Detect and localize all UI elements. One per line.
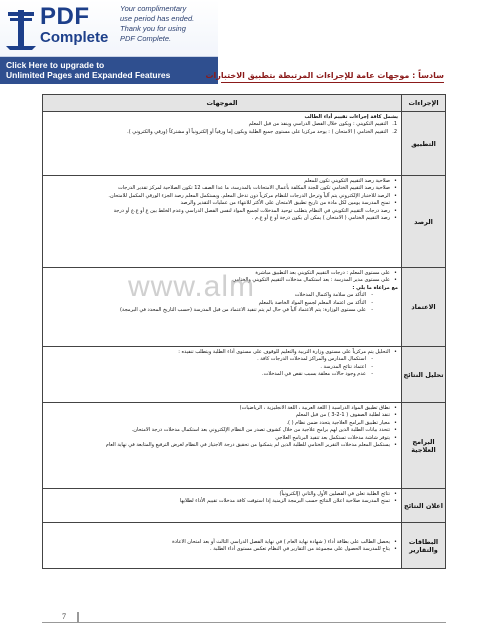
- analysis-list: [46, 349, 398, 356]
- table-header-row: [43, 95, 446, 112]
- upgrade-link-line[interactable]: Unlimited Pages and Expanded Features: [6, 70, 171, 80]
- list-item: • على مستوى مدير المدرسة : بعد استكمال مدخلات التقييم التكويني والختامي: [46, 277, 398, 284]
- row-label-apply: التطبيق: [402, 112, 446, 176]
- list-item: • يتوفر شاشة مدخلات تستكمل بعد تنفيذ البرنامج العلاجي: [46, 435, 398, 442]
- row-content-monitor: [43, 176, 402, 268]
- row-label-remedial: البرامج العلاجية: [402, 403, 446, 489]
- row-content-cards: [43, 523, 402, 569]
- list-item: • رصد التقييم الختامي ( الامتحان ) يمكن أن يكون درجة أو غ أو غ.م .: [46, 215, 398, 222]
- announce-list: [46, 491, 398, 506]
- watermark: www.alm: [128, 270, 256, 303]
- approve-note-lead: مع مراعاة ما يلي :: [352, 284, 398, 291]
- pdf-logo-word: PDF: [40, 3, 90, 30]
- list-item: - استكمال المدارس والمراكز لمدخلات الدرجات كافة .: [46, 356, 382, 363]
- list-item: [46, 129, 398, 136]
- table-row: [43, 403, 446, 489]
- list-item: - التأكد من سلامة واكتمال المدخلات: [46, 292, 382, 299]
- list-item: • نتائج الطلبة تعلن في الفصلين الأول والثاني (إلكترونياً): [46, 491, 398, 498]
- pdf-banner-top: [0, 0, 218, 57]
- list-number: 2.: [392, 128, 397, 135]
- row-label-monitor: الرصد: [402, 176, 446, 268]
- list-item: - التأكد من اعتماد المعلم لجميع المواد الخاصة بالمعلم: [46, 300, 382, 307]
- list-item: • تنفذ لطلبة الصفوف ( 1-2-3 ) من قبل المعلم: [46, 412, 398, 419]
- list-item: [46, 121, 398, 128]
- list-item: • على مستوى المعلم : درجات التقييم التكويني بعد التطبيق مباشرة: [46, 270, 398, 277]
- apply-lead: يشمل كافة إجراءات تقييم أداء الطالب: [304, 114, 398, 120]
- list-item: • تتحدد بيانات الطلبة الذين لهم برامج علاجية من خلال كشوف تصدر من النظام الإلكتروني بعد استكمال مدخلات درجة الامتحان.: [46, 427, 398, 434]
- footer-separator: [77, 612, 79, 622]
- upgrade-link-line[interactable]: Click Here to upgrade to: [6, 60, 105, 70]
- row-content-apply: [43, 112, 402, 176]
- table-row: [43, 176, 446, 268]
- list-item: - عدم وجود حالات معلقة بسبب نقص في المدخلات.: [46, 371, 382, 378]
- list-item: • رصد درجات التقييم التكويني في النظام يتطلب توحيد المدخلات لجميع المواد لنفس الفصل الدراسي وعدم الخلط بين غ أو غ.ع أو درجة: [46, 208, 398, 215]
- guidelines-table: [42, 94, 446, 569]
- list-item: • يتاح للمدرسة الحصول على مجموعة من التقارير في النظام تعكس مستوى أداء الطلبة .: [46, 546, 398, 553]
- list-number: 1.: [392, 121, 397, 128]
- pdf-message-line: use period has ended.: [120, 14, 195, 23]
- list-item: • تمنح المدرسة يومين لكل مادة من تاريخ تطبيق الامتحان على الأكثر للانتهاء من عمليات التقدير والرصد: [46, 200, 398, 207]
- table-row: [43, 347, 446, 403]
- remedial-list: [46, 405, 398, 449]
- page-number: 7: [62, 612, 66, 621]
- list-item: • نطاق تطبيق المواد الدراسية ( اللغة العربية ، اللغة الانجليزية ، الرياضيات): [46, 405, 398, 412]
- row-content-analysis: [43, 347, 402, 403]
- list-item: • تمنح المدرسة صلاحية اعلان النتائج حسب البرمجة الزمنية إذا استوفت كافة مدخلات تقييم الأداء لطلابها: [46, 498, 398, 505]
- list-item: • صلاحية رصد التقييم التكويني تكون للمعلم: [46, 178, 398, 185]
- row-label-announce: اعلان النتائج: [402, 489, 446, 523]
- pdf-logo-complete: Complete: [40, 29, 109, 46]
- list-text: التقييم الختامي ( الامتحان ) : يوحد مركزيا على مستوى جميع الطلبة ويكون إما ورقياً أو إلكترونياً أو مشتركاً (ورقي والكتروني ).: [127, 128, 388, 135]
- row-label-analysis: تحليل النتائج: [402, 347, 446, 403]
- pdf-logo-icon: [4, 6, 38, 52]
- analysis-sublist: [46, 356, 398, 378]
- table-row: [43, 112, 446, 176]
- table-row: [43, 489, 446, 523]
- list-text: التقييم التكويني : ويكون خلال الفصل الدراسي وينفذ من قبل المعلم: [248, 121, 388, 128]
- row-label-approve: الاعتماد: [402, 268, 446, 347]
- section-title: سادساً : موجهات عامة للإجراءات المرتبطة بتطبيق الاختبارات: [205, 71, 444, 80]
- pdf-complete-banner[interactable]: [0, 0, 218, 84]
- pdf-trial-message: [120, 4, 216, 44]
- row-content-announce: [43, 489, 402, 523]
- list-item: • صلاحية رصد التقييم الختامي تكون للجنة المكلفة بأعمال الامتحانات بالمدرسة، ما عدا الصف 12 تكون الصلاحية لمركز تقدير الدرجات: [46, 185, 398, 192]
- monitor-list: [46, 178, 398, 222]
- pdf-message-line: Thank you for using: [120, 24, 186, 33]
- apply-list: [46, 121, 398, 136]
- footer-rule: [42, 622, 446, 623]
- table-row: [43, 523, 446, 569]
- pdf-message-line: Your complimentary: [120, 4, 187, 13]
- list-item: • يستكمل المعلم مدخلات التقرير الختامي للطلبة الذين لم يتمكنوا من تحقيق درجة الاجتياز في النظام لغرض الترفيع والمتابعة في نهاية العام: [46, 442, 398, 449]
- upgrade-link[interactable]: [0, 57, 218, 84]
- header-guidelines: الموجهات: [43, 95, 402, 112]
- header-procedures: الإجراءات: [402, 95, 446, 112]
- list-item: • الرصد للاختبار الإلكتروني يتم آلياً وترحل الدرجات للنظام مركزياً دون تدخل المعلم. ويستكمل المعلم رصد الجزء الورقي المكمل للامتحان.: [46, 193, 398, 200]
- list-item: • يحصل الطالب على بطاقة أداء ( شهادة نهاية العام ) في نهاية الفصل الدراسي الثالث أو بعد امتحان الاعادة: [46, 539, 398, 546]
- list-item: - اعتماد نتائج المدرسة .: [46, 364, 382, 371]
- list-item: • التحليل يتم مركزياً على مستوى وزارة التربية والتعليم للوقوف على مستوى أداء الطلبة ويتطلب تنفيذه :: [46, 349, 398, 356]
- cards-list: [46, 539, 398, 554]
- title-underline: [221, 82, 444, 83]
- row-content-remedial: [43, 403, 402, 489]
- list-item: • معيار تطبيق البرامج العلاجية يتحدد ضمن نظام ( ).: [46, 420, 398, 427]
- pdf-message-line: PDF Complete.: [120, 34, 172, 43]
- list-item: - على مستوى الوزارة: يتم الاعتماد آلياً في حال لم يتم تنفيذ الاعتماد من قبل المدرسة (حسب التاريخ المحدد في البرمجة): [46, 307, 382, 314]
- row-label-cards: البطاقات والتقارير: [402, 523, 446, 569]
